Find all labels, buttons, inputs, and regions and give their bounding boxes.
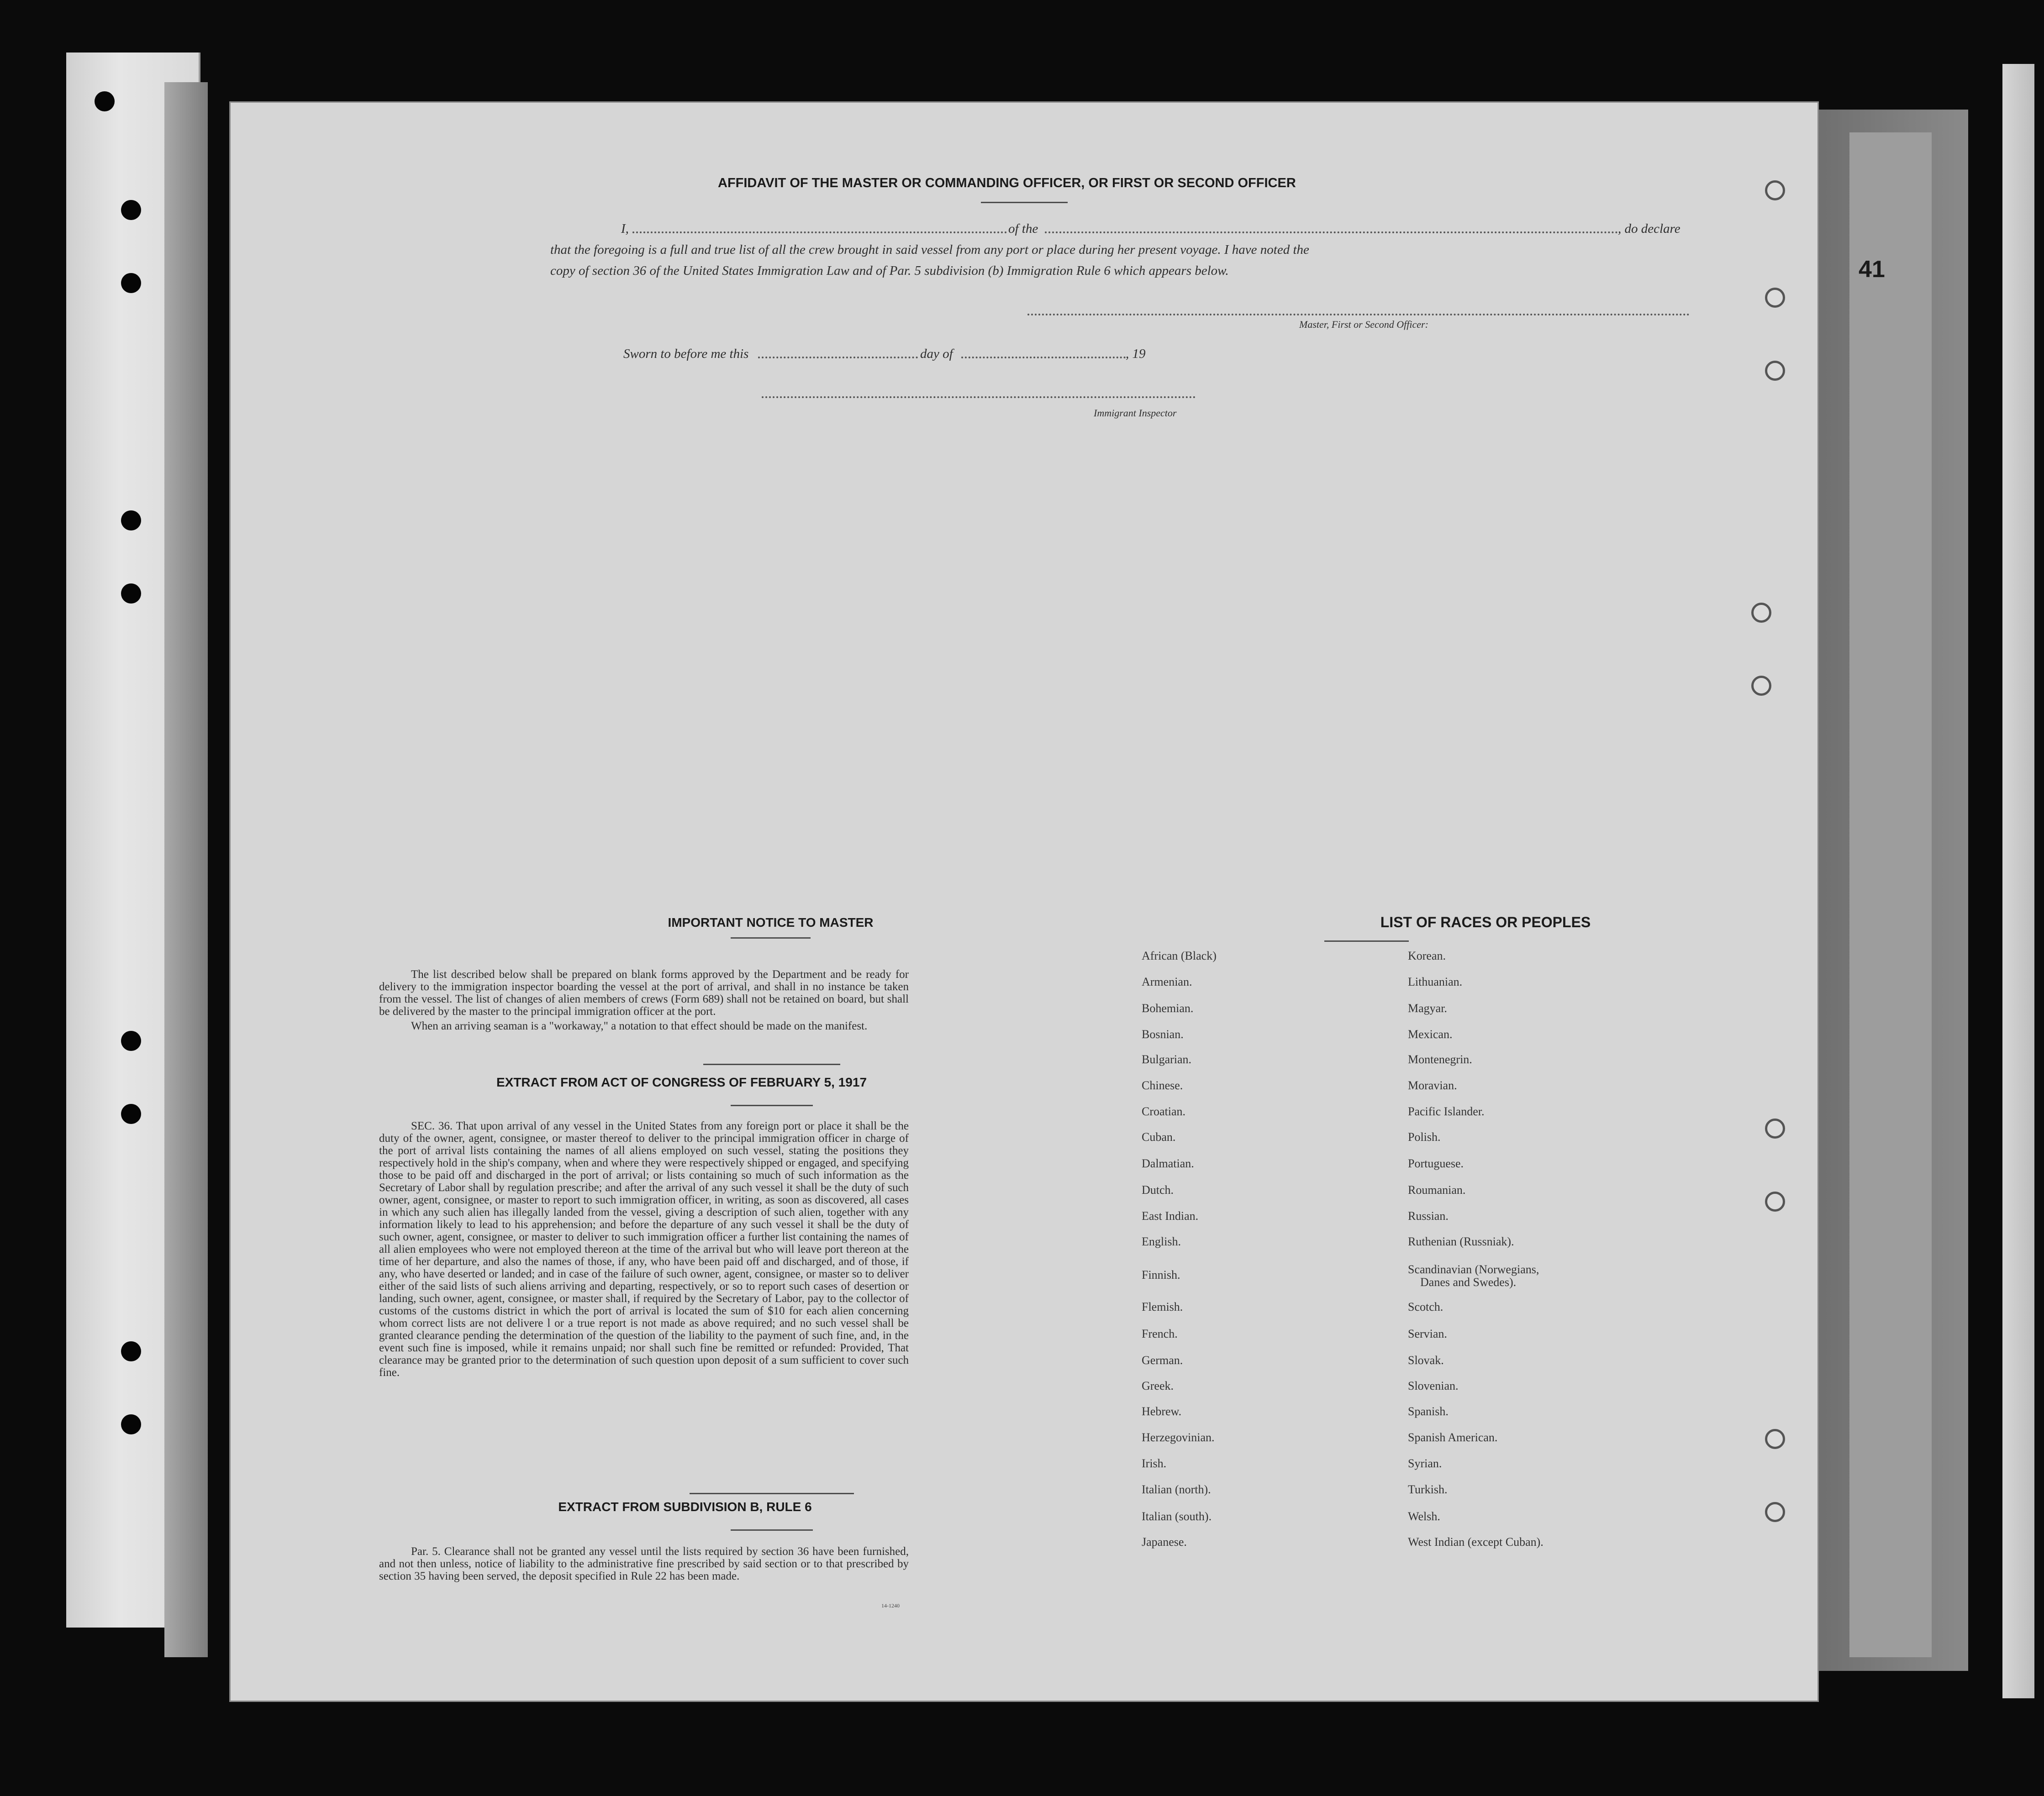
- ring-hole: [1765, 180, 1785, 200]
- race-item: Magyar.: [1408, 1002, 1447, 1015]
- race-item: Scandinavian (Norwegians,: [1408, 1263, 1539, 1276]
- race-item: Dutch.: [1142, 1183, 1174, 1197]
- ring-hole: [1765, 288, 1785, 308]
- punch-hole: [121, 583, 141, 604]
- sworn-label: Sworn to before me this: [623, 347, 749, 361]
- punch-hole: [121, 1031, 141, 1051]
- ring-hole: [1751, 676, 1771, 696]
- extract-act-rule: [731, 1105, 813, 1106]
- document-page: [231, 103, 1817, 1701]
- race-item: Pacific Islander.: [1408, 1105, 1485, 1118]
- affidavit-line-3: copy of section 36 of the United States Immigration Law and of Par. 5 subdivision (b) Immigration Rule 6 which appears below.: [550, 263, 1229, 278]
- race-item: Croatian.: [1142, 1105, 1186, 1118]
- punch-hole: [121, 200, 141, 220]
- affidavit-i-label: I,: [621, 221, 629, 236]
- punch-hole: [121, 1104, 141, 1124]
- race-item: English.: [1142, 1235, 1181, 1248]
- race-item: West Indian (except Cuban).: [1408, 1535, 1544, 1549]
- race-item: African (Black): [1142, 949, 1217, 962]
- do-declare-label: , do declare: [1618, 221, 1681, 236]
- race-item: Slovak.: [1408, 1354, 1444, 1367]
- notice-rule: [731, 937, 811, 939]
- ring-hole: [1765, 361, 1785, 381]
- race-item: Armenian.: [1142, 975, 1192, 988]
- back-page-inner: [1849, 132, 1932, 1657]
- race-item: Mexican.: [1408, 1028, 1453, 1041]
- race-item: French.: [1142, 1327, 1178, 1340]
- signature-label: Master, First or Second Officer:: [1299, 319, 1428, 330]
- title-rule: [981, 202, 1068, 203]
- races-rule: [1324, 940, 1409, 942]
- extract-rule-rule: [731, 1529, 813, 1531]
- of-the-label: of the: [1008, 221, 1038, 236]
- edge-page-number: 41: [1859, 256, 1885, 283]
- race-item: Irish.: [1142, 1457, 1167, 1470]
- race-item: Korean.: [1408, 949, 1446, 962]
- day-of-label: day of: [920, 347, 953, 361]
- inspector-label: Immigrant Inspector: [1094, 407, 1177, 419]
- binder-edge: [164, 82, 208, 1657]
- race-item: Russian.: [1408, 1209, 1449, 1223]
- name-blank[interactable]: [632, 231, 1007, 233]
- section-rule: [690, 1493, 854, 1494]
- race-item: German.: [1142, 1354, 1183, 1367]
- race-item: Slovenian.: [1408, 1379, 1459, 1392]
- extract-rule-text: Par. 5. Clearance shall not be granted any vessel until the lists required by section 36 have been furnished, and not then unless, notice of liability to the administrative fine prescribed by said section or to that prescribed by section 35 having been served, the deposit specified in Rule 22 has been made.: [379, 1545, 909, 1582]
- race-item: Servian.: [1408, 1327, 1447, 1340]
- affidavit-line-2: that the foregoing is a full and true list of all the crew brought in said vessel from any port or place during her present voyage. I have noted the: [550, 242, 1309, 257]
- notice-paragraph-1: The list described below shall be prepared on blank forms approved by the Department and be ready for delivery to the immigration inspector boarding the vessel at the port of arrival, and shall in no instance be taken from the vessel. The list of changes of alien members of crews (Form 689) shall not be retained on board, but shall be delivered by the master to the principal immigration officer at the port.: [379, 968, 909, 1018]
- race-item: Roumanian.: [1408, 1183, 1466, 1197]
- race-item: Bosnian.: [1142, 1028, 1184, 1041]
- race-item: Ruthenian (Russniak).: [1408, 1235, 1514, 1248]
- race-item: Cuban.: [1142, 1130, 1176, 1144]
- race-item: Danes and Swedes).: [1420, 1276, 1517, 1289]
- race-item: Dalmatian.: [1142, 1157, 1194, 1170]
- affidavit-line-1: [621, 218, 629, 240]
- year-label: , 19: [1126, 347, 1146, 361]
- punch-hole: [95, 91, 115, 111]
- race-item: Flemish.: [1142, 1300, 1183, 1313]
- sworn-month-blank[interactable]: [961, 357, 1126, 358]
- race-item: Finnish.: [1142, 1268, 1180, 1281]
- race-item: Chinese.: [1142, 1079, 1183, 1092]
- right-binder-strip: [2002, 64, 2034, 1698]
- race-item: Portuguese.: [1408, 1157, 1464, 1170]
- race-item: Spanish.: [1408, 1405, 1449, 1418]
- sworn-day-blank[interactable]: [758, 357, 918, 358]
- race-item: Turkish.: [1408, 1483, 1448, 1496]
- extract-act-text: SEC. 36. That upon arrival of any vessel in the United States from any foreign port or place it shall be the duty of the owner, agent, consignee, or master thereof to deliver to the principal immigration officer in charge of the port of arrival lists containing the names of all aliens employed on such vessel, stating the positions they respectively hold in the ship's company, when and where they were respectively shipped or engaged, and specifying those to be paid off and discharged in the port of arrival; or lists containing so much of such information as the Secretary of Labor shall by regulation prescribe; and after the arrival of any such vessel it shall be the duty of such owner, agent, consignee, or master to report to such immigration officer, in writing, as soon as discovered, all cases in which any such alien has illegally landed from the vessel, giving a description of such alien, together with any information likely to lead to his apprehension; and before the departure of any such vessel it shall be the duty of such owner, agent, consignee, or master to deliver to such immigration officer a further list containing the names of all alien employees who were not employed thereon at the time of the arrival but who will leave port thereon at the time of her departure, and also the names of those, if any, who have been paid off and discharged, and of those, if any, who have deserted or landed; and in case of the failure of such owner, agent, consignee, or master so to deliver either of the said lists of such aliens arriving and departing, respectively, or so to report such cases of desertion or landing, such owner, agent, consignee, or master shall, if required by the Secretary of Labor, pay to the collector of customs of the customs district in which the port of arrival is located the sum of $10 for each alien concerning whom correct lists are not delivere l or a true report is not made as above required; and no such vessel shall be granted clearance pending the determination of the question of the liability to the payment of such fine, and, in the event such fine is imposed, while it remains unpaid; nor shall such fine be remitted or refunded: Provided, That clearance may be granted prior to the determination of such question upon deposit of a sum sufficient to cover such fine.: [379, 1120, 909, 1379]
- race-item: Lithuanian.: [1408, 975, 1463, 988]
- signature-blank[interactable]: [1027, 314, 1690, 315]
- notice-paragraph-2: When an arriving seaman is a "workaway," a notation to that effect should be made on the manifest.: [411, 1020, 868, 1032]
- ring-hole: [1765, 1429, 1785, 1449]
- ring-hole: [1751, 603, 1771, 623]
- form-number: 14-1240: [881, 1602, 900, 1609]
- extract-act-title: EXTRACT FROM ACT OF CONGRESS OF FEBRUARY 5, 1917: [496, 1075, 867, 1089]
- race-item: Greek.: [1142, 1379, 1174, 1392]
- race-item: Italian (south).: [1142, 1510, 1212, 1523]
- affidavit-title: AFFIDAVIT OF THE MASTER OR COMMANDING OFFICER, OR FIRST OR SECOND OFFICER: [718, 176, 1296, 190]
- race-item: Scotch.: [1408, 1300, 1443, 1313]
- notice-title: IMPORTANT NOTICE TO MASTER: [668, 915, 874, 930]
- race-item: Moravian.: [1408, 1079, 1457, 1092]
- race-item: Herzegovinian.: [1142, 1431, 1215, 1444]
- races-title: LIST OF RACES OR PEOPLES: [1380, 914, 1591, 930]
- race-item: Hebrew.: [1142, 1405, 1182, 1418]
- punch-hole: [121, 273, 141, 293]
- race-item: Spanish American.: [1408, 1431, 1498, 1444]
- ring-hole: [1765, 1119, 1785, 1139]
- race-item: Italian (north).: [1142, 1483, 1211, 1496]
- inspector-blank[interactable]: [762, 396, 1196, 398]
- extract-rule-title: EXTRACT FROM SUBDIVISION B, RULE 6: [558, 1500, 812, 1514]
- race-item: Japanese.: [1142, 1535, 1187, 1549]
- punch-hole: [121, 510, 141, 530]
- ring-hole: [1765, 1192, 1785, 1212]
- race-item: Welsh.: [1408, 1510, 1440, 1523]
- race-item: Polish.: [1408, 1130, 1441, 1144]
- race-item: Montenegrin.: [1408, 1053, 1472, 1066]
- vessel-blank[interactable]: [1045, 231, 1618, 233]
- punch-hole: [121, 1414, 141, 1434]
- race-item: Bulgarian.: [1142, 1053, 1192, 1066]
- punch-hole: [121, 1341, 141, 1361]
- ring-hole: [1765, 1502, 1785, 1522]
- race-item: Syrian.: [1408, 1457, 1442, 1470]
- section-rule: [703, 1064, 840, 1065]
- race-item: Bohemian.: [1142, 1002, 1194, 1015]
- race-item: East Indian.: [1142, 1209, 1199, 1223]
